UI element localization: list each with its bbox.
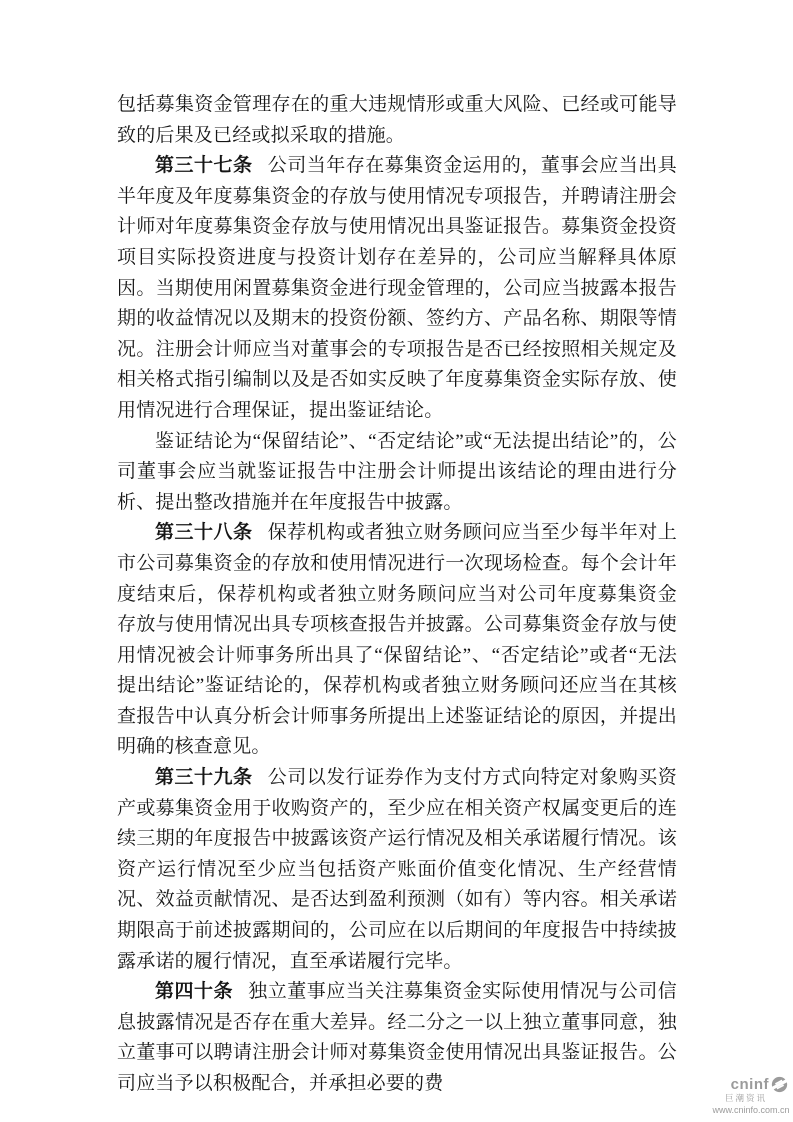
cninfo-logo-row: [712, 1076, 790, 1093]
cninfo-logo-url: www.cninfo.com.cn: [712, 1105, 790, 1116]
paragraph-text: 保荐机构或者独立财务顾问应当至少每半年对上市公司募集资金的存放和使用情况进行一次现场检查。每个会计年度结束后，保荐机构或者独立财务顾问应当对公司年度募集资金 存放与使用情况出具专项核查报告并披露。公司募集资金存放与使用情况被会计师事务所出具了“保留结论”、“否定结论”或者“无法提出结论”鉴证结论的，保荐机构或者独立财务顾问还应当在其核查报告中认真分析会计师事务所提出上述鉴证结论的原因，并提出明确的核查意见。: [117, 522, 677, 758]
paragraph: [117, 90, 677, 151]
cninfo-watermark: [712, 1076, 790, 1115]
article-number: 第三十八条: [155, 522, 253, 544]
cninfo-logo-subtitle: 巨潮资讯: [724, 1093, 767, 1104]
paragraph: [117, 151, 677, 426]
cninfo-swirl-icon: [771, 1076, 788, 1093]
paragraph: [117, 427, 677, 519]
article-number: 第三十九条: [155, 767, 253, 789]
cninfo-logo-text: cninf: [730, 1076, 769, 1093]
paragraph-text: 鉴证结论为“保留结论”、“否定结论”或“无法提出结论”的，公司董事会应当就鉴证报告中注册会计师提出该结论的理由进行分析、提出整改措施并在年度报告中披露。: [117, 430, 677, 513]
paragraph: [117, 763, 677, 977]
paragraph-text: 独立董事应当关注募集资金实际使用情况与公司信息披露情况是否存在重大差异。经二分之一以上独立董事同意，独立董事可以聘请注册会计师对募集资金使用情况出具鉴证报告。公司应当予以积极配合，并承担必要的费: [117, 981, 677, 1094]
document-body: [117, 90, 677, 1100]
paragraph-text: 包括募集资金管理存在的重大违规情形或重大风险、已经或可能导致的后果及已经或拟采取的措施。: [117, 94, 677, 146]
article-number: 第四十条: [155, 981, 234, 1003]
paragraph: [117, 518, 677, 763]
paragraph-text: 公司当年存在募集资金运用的，董事会应当出具半年度及年度募集资金的存放与使用情况专项报告，并聘请注册会计师对年度募集资金存放与使用情况出具鉴证报告。募集资金投资项目实际投资进度与投资计划存在差异的，公司应当解释具体原因。当期使用闲置募集资金进行现金管理的，公司应当披露本报告期的收益情况以及期末的投资份额、签约方、产品名称、期限等情况。注册会计师应当对董事会的专项报告是否已经按照相关规定及相关格式指引编制以及是否如实反映了年度募集资金实际存放、使用情况进行合理保证，提出鉴证结论。: [117, 155, 677, 421]
paragraph: [117, 977, 677, 1099]
paragraph-text: 公司以发行证券作为支付方式向特定对象购买资产或募集资金用于收购资产的，至少应在相关资产权属变更后的连续三期的年度报告中披露该资产运行情况及相关承诺履行情况。该资产运行情况至少应当包括资产账面价值变化情况、生产经营情况、效益贡献情况、是否达到盈利预测（如有）等内容。相关承诺期限高于前述披露期间的，公司应在以后期间的年度报告中持续披露承诺的履行情况，直至承诺履行完毕。: [117, 767, 677, 972]
article-number: 第三十七条: [155, 155, 253, 177]
